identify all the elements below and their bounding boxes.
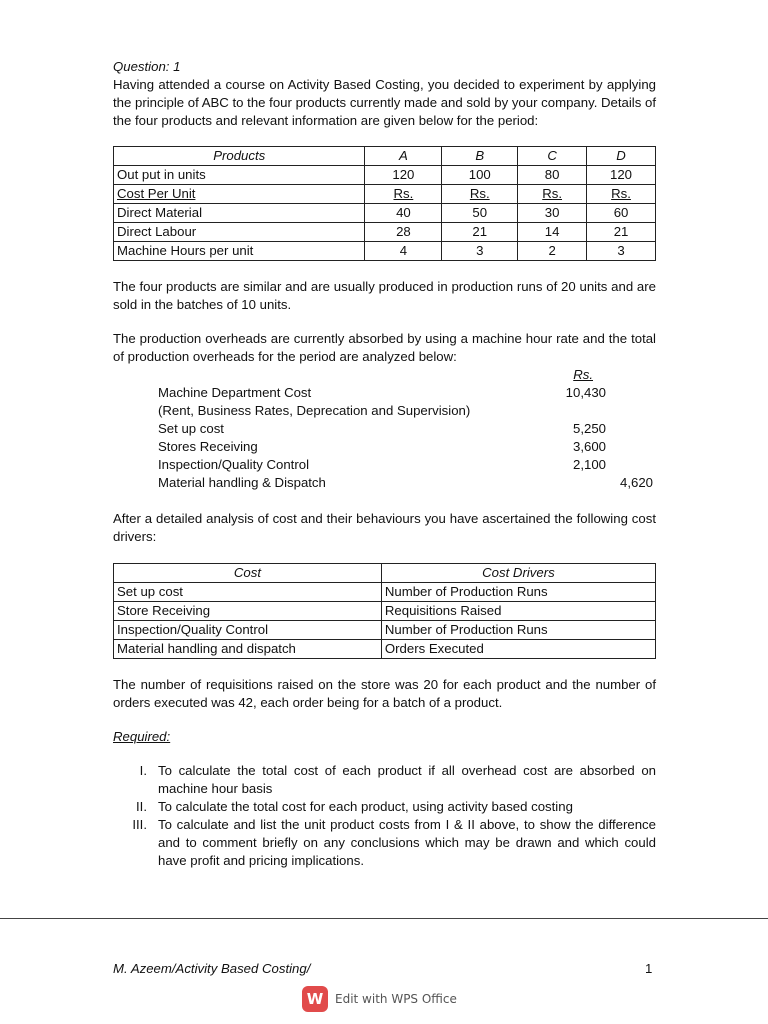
overhead-row — [158, 420, 656, 438]
table-cell: 28 — [365, 223, 442, 242]
table-cell: 120 — [365, 166, 442, 185]
overhead-label: Stores Receiving — [158, 439, 258, 454]
wps-office-logo-icon: W — [302, 986, 328, 1012]
wps-edit-label: Edit with WPS Office — [335, 992, 457, 1006]
table-cell: 80 — [518, 166, 587, 185]
table-cell: 2 — [518, 242, 587, 261]
overhead-amount: 3,600 — [572, 439, 606, 454]
table-cell: Cost Per Unit — [114, 185, 365, 204]
table-cell: Number of Production Runs — [381, 583, 655, 602]
table-cell: Inspection/Quality Control — [114, 621, 382, 640]
overhead-row — [158, 474, 656, 492]
table-row — [114, 640, 656, 659]
overhead-label: Machine Department Cost — [158, 385, 312, 400]
cost-drivers-table — [113, 563, 656, 659]
table-row — [114, 204, 656, 223]
table-cell: Number of Production Runs — [381, 621, 655, 640]
table-row — [114, 223, 656, 242]
cost-drivers-paragraph: After a detailed analysis of cost and their behaviours you have ascertained the following cost drivers: — [113, 511, 656, 544]
table-cell: 60 — [587, 204, 656, 223]
question-title: Question: 1 — [113, 59, 181, 74]
cost-drivers-table-header — [114, 564, 656, 583]
table-cell: Direct Labour — [114, 223, 365, 242]
overhead-note-row — [158, 402, 656, 420]
overhead-row — [158, 384, 656, 402]
table-cell: 120 — [587, 166, 656, 185]
overhead-note: (Rent, Business Rates, Deprecation and Supervision) — [158, 403, 471, 418]
intro-paragraph: Having attended a course on Activity Based Costing, you decided to experiment by applying the principle of ABC to the four products currently made and sold by your company. Details of the four products and relevant information are given below for the period: — [113, 77, 656, 128]
footer-divider — [0, 918, 768, 919]
table-cell: 4 — [365, 242, 442, 261]
table-cell: 3 — [442, 242, 518, 261]
table-cell: Set up cost — [114, 583, 382, 602]
list-item-number: II. — [136, 799, 147, 814]
table-cell: 40 — [365, 204, 442, 223]
overhead-amount: 5,250 — [572, 421, 606, 436]
overhead-row — [158, 438, 656, 456]
table-header-cell: Cost — [114, 564, 382, 583]
table-row — [114, 602, 656, 621]
table-cell: Rs. — [587, 185, 656, 204]
table-header-cell: D — [587, 147, 656, 166]
overhead-row — [158, 456, 656, 474]
table-header-cell: B — [442, 147, 518, 166]
table-cell: 30 — [518, 204, 587, 223]
list-item — [113, 762, 656, 798]
table-cell: 3 — [587, 242, 656, 261]
table-row — [114, 166, 656, 185]
table-cell: Rs. — [442, 185, 518, 204]
table-cell: Rs. — [518, 185, 587, 204]
overheads-paragraph: The production overheads are currently absorbed by using a machine hour rate and the total of production overheads for the period are analyzed below: — [113, 331, 656, 364]
table-header-cell: Cost Drivers — [381, 564, 655, 583]
products-table — [113, 146, 656, 261]
list-item — [113, 816, 656, 870]
table-cell: 21 — [587, 223, 656, 242]
table-row — [114, 185, 656, 204]
list-item-number: III. — [132, 817, 147, 832]
overhead-amount: 10,430 — [565, 385, 606, 400]
list-item-text: To calculate the total cost of each product if all overhead cost are absorbed on machine hour basis — [158, 763, 656, 796]
table-row — [114, 242, 656, 261]
table-header-cell: A — [365, 147, 442, 166]
table-row — [114, 621, 656, 640]
required-heading: Required: — [113, 729, 171, 744]
table-header-cell: C — [518, 147, 587, 166]
requirements-list — [113, 762, 656, 870]
overheads-list — [158, 366, 656, 492]
page-number: 1 — [645, 961, 653, 976]
list-item-text: To calculate and list the unit product costs from I & II above, to show the difference and to comment briefly on any conclusions which may be drawn and which could have profit and pricing implications. — [158, 817, 656, 868]
products-table-header — [114, 147, 656, 166]
overhead-amount: 4,620 — [619, 475, 653, 490]
table-cell: 21 — [442, 223, 518, 242]
overhead-label: Set up cost — [158, 421, 224, 436]
overhead-label: Inspection/Quality Control — [158, 457, 309, 472]
table-cell: Out put in units — [114, 166, 365, 185]
table-cell: 50 — [442, 204, 518, 223]
table-cell: 100 — [442, 166, 518, 185]
table-cell: Orders Executed — [381, 640, 655, 659]
requisitions-paragraph: The number of requisitions raised on the store was 20 for each product and the number of orders executed was 42, each order being for a batch of a product. — [113, 677, 656, 710]
table-cell: Requisitions Raised — [381, 602, 655, 621]
production-runs-paragraph: The four products are similar and are usually produced in production runs of 20 units and are sold in the batches of 10 units. — [113, 279, 656, 312]
table-cell: Direct Material — [114, 204, 365, 223]
currency-header: Rs. — [573, 367, 593, 382]
table-cell: Machine Hours per unit — [114, 242, 365, 261]
table-cell: Material handling and dispatch — [114, 640, 382, 659]
list-item-number: I. — [139, 763, 147, 778]
table-cell: Store Receiving — [114, 602, 382, 621]
table-cell: Rs. — [365, 185, 442, 204]
table-row — [114, 583, 656, 602]
document-body — [113, 58, 656, 870]
table-cell: 14 — [518, 223, 587, 242]
list-item-text: To calculate the total cost for each product, using activity based costing — [158, 799, 573, 814]
table-header-cell: Products — [114, 147, 365, 166]
footer-author: M. Azeem/Activity Based Costing/ — [113, 961, 311, 976]
list-item — [113, 798, 656, 816]
overhead-label: Material handling & Dispatch — [158, 475, 326, 490]
wps-edit-badge[interactable] — [302, 985, 457, 1013]
overhead-amount: 2,100 — [572, 457, 606, 472]
